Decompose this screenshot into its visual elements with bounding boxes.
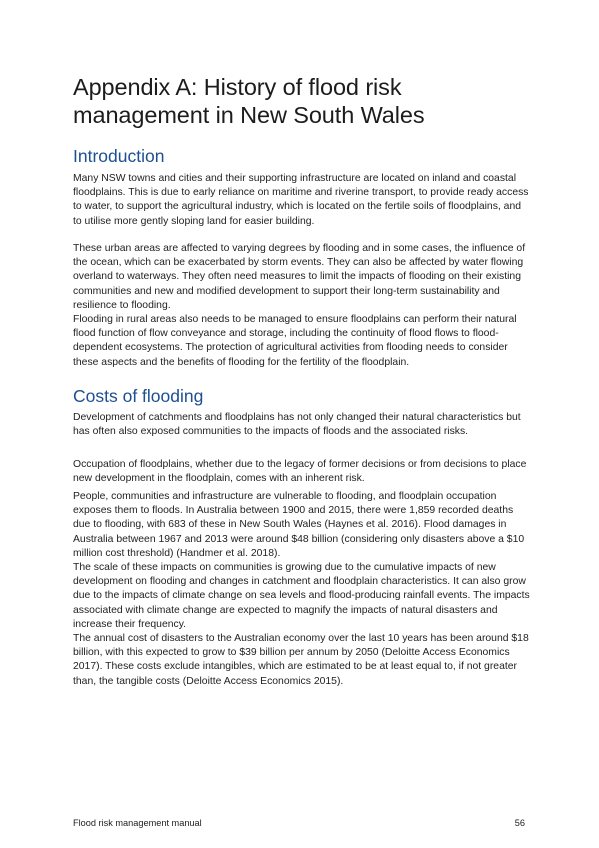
paragraph: Occupation of floodplains, whether due to the legacy of former decisions or from decisions to place new development in the floodplain, comes with an inherent risk. (73, 459, 527, 485)
page-title: Appendix A: History of flood risk management in New South Wales (73, 74, 425, 128)
paragraph: Many NSW towns and cities and their supporting infrastructure are located on inland and coastal floodplains. This is due to early reliance on maritime and riverine transport, to provide ready access to water, to support the agricultural industry, which is located on the fertile soils of floodplains, and to utilise more gently sloping land for easier building. (73, 173, 529, 227)
paragraph: Flooding in rural areas also needs to be managed to ensure floodplains can perform their natural flood function of flow conveyance and storage, including the continuity of flood flows to flood-dependent ecosystems. The protection of agricultural activities from flooding needs to consider these aspects and the benefits of flooding for the fertility of the floodplain. (73, 314, 517, 368)
paragraph: These urban areas are affected to varying degrees by flooding and in some cases, the influence of the ocean, which can be exacerbated by storm events. They can also be affected by water flowing overland to waterways. They often need measures to limit the impacts of flooding on their existing communities and new and modified development to support their long-term sustainability and resilience to flooding. (73, 243, 526, 311)
paragraph: The scale of these impacts on communities is growing due to the cumulative impacts of new development on flooding and changes in catchment and floodplain characteristics. It can also grow due to the impacts of climate change on sea levels and flood-producing rainfall events. The impacts associated with climate change are expected to magnify the impacts of natural disasters and increase their frequency. (73, 562, 530, 630)
footer-page-number: 56 (514, 818, 525, 828)
section-heading-introduction: Introduction (73, 146, 165, 166)
paragraph: People, communities and infrastructure are vulnerable to flooding, and floodplain occupation exposes them to floods. In Australia between 1900 and 2015, there were 1,859 recorded deaths due to flooding, with 683 of these in New South Wales (Haynes et al. 2016). Flood damages in Australia between 1967 and 2013 were around $48 billion (considering only disasters above a $10 million cost threshold) (Handmer et al. 2018). (73, 491, 525, 559)
paragraph: The annual cost of disasters to the Australian economy over the last 10 years has been around $18 billion, with this expected to grow to $39 billion per annum by 2050 (Deloitte Access Economics 2017). These costs exclude intangibles, which are estimated to be at least equal to, if not greater than, the tangible costs (Deloitte Access Economics 2015). (73, 633, 529, 687)
paragraph: Development of catchments and floodplains has not only changed their natural characteristics but has often also exposed communities to the impacts of floods and the associated risks. (73, 412, 521, 438)
footer-document-name: Flood risk management manual (73, 818, 202, 828)
section-heading-costs-of-flooding: Costs of flooding (73, 386, 204, 406)
